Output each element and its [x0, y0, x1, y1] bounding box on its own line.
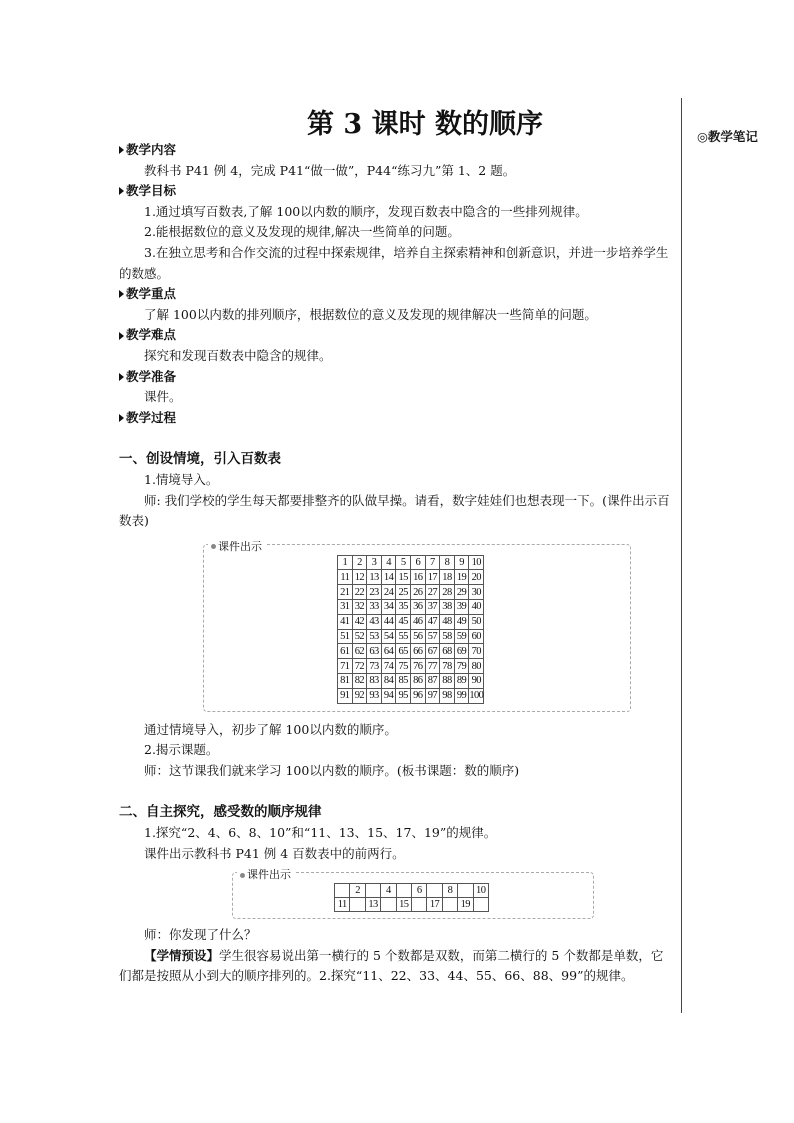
- table-cell: 37: [425, 600, 440, 615]
- preset-text: 学生很容易说出第一横行的 5 个数都是双数，而第二横行的 5 个数都是单数，它们都是按照从小到大的顺序排列的。2.探究“11、22、33、44、55、66、88、99”的规律。: [119, 947, 664, 984]
- table-cell: 99: [454, 688, 469, 703]
- table-cell: 96: [410, 688, 425, 703]
- table-cell: 8: [440, 555, 455, 570]
- goal-item: 3.在独立思考和合作交流的过程中探索规律，培养自主探索精神和创新意识，并进一步培养学生的数感。: [119, 244, 669, 281]
- table-cell: 85: [396, 674, 411, 689]
- table-cell: 28: [440, 585, 455, 600]
- preset-label: 【学情预设】: [144, 947, 220, 963]
- table-cell: 26: [410, 585, 425, 600]
- table-cell: [442, 898, 457, 912]
- courseware-label: 课件出示: [237, 865, 294, 886]
- table-cell: 17: [425, 570, 440, 585]
- table-cell: 19: [458, 898, 473, 912]
- table-cell: 40: [469, 600, 484, 615]
- table-row: [335, 898, 489, 912]
- table-cell: 98: [440, 688, 455, 703]
- table-cell: 53: [367, 629, 382, 644]
- table-cell: 55: [396, 629, 411, 644]
- part1-after: 通过情境导入，初步了解 100以内数的顺序。: [144, 721, 397, 737]
- triangle-bullet-icon: [119, 373, 124, 381]
- table-cell: 30: [469, 585, 484, 600]
- table-cell: 76: [410, 659, 425, 674]
- table-cell: 45: [396, 614, 411, 629]
- margin-divider: [681, 98, 682, 1013]
- table-cell: 12: [352, 570, 367, 585]
- table-cell: 75: [396, 659, 411, 674]
- goal-item: 2.能根据数位的意义及发现的规律,解决一些简单的问题。: [144, 224, 460, 240]
- part2-step1: 1.探究“2、4、6、8、10”和“11、13、15、17、19”的规律。: [144, 825, 497, 841]
- table-cell: 48: [440, 614, 455, 629]
- table-cell: 4: [381, 884, 396, 898]
- table-cell: 56: [410, 629, 425, 644]
- table-cell: 90: [469, 674, 484, 689]
- table-cell: 50: [469, 614, 484, 629]
- table-cell: 68: [440, 644, 455, 659]
- table-cell: 39: [454, 600, 469, 615]
- dot-icon: [211, 544, 216, 549]
- table-cell: [458, 884, 473, 898]
- table-cell: 79: [454, 659, 469, 674]
- part1-step2: 2.揭示课题。: [144, 742, 219, 758]
- courseware-label: 课件出示: [208, 537, 265, 558]
- table-cell: 59: [454, 629, 469, 644]
- table-cell: 2: [350, 884, 365, 898]
- table-cell: 66: [410, 644, 425, 659]
- table-cell: 6: [410, 555, 425, 570]
- part2-heading: 二、自主探究，感受数的顺序规律: [119, 804, 322, 821]
- table-cell: 10: [469, 555, 484, 570]
- table-cell: 80: [469, 659, 484, 674]
- page-title: 第 3 课时 数的顺序: [307, 109, 543, 140]
- part2-line2: 课件出示教科书 P41 例 4 百数表中的前两行。: [144, 845, 405, 861]
- courseware-box-hundred-chart: [203, 539, 631, 712]
- goal-item: 1.通过填写百数表,了解 100以内数的顺序，发现百数表中隐含的一些排列规律。: [144, 203, 588, 219]
- table-cell: 81: [338, 674, 353, 689]
- table-cell: [335, 884, 350, 898]
- table-cell: 43: [367, 614, 382, 629]
- table-cell: 11: [335, 898, 350, 912]
- part2-teacher-line: 师：你发现了什么？: [144, 927, 257, 943]
- table-cell: 62: [352, 644, 367, 659]
- table-cell: 54: [381, 629, 396, 644]
- table-row: [338, 674, 484, 689]
- table-cell: 91: [338, 688, 353, 703]
- table-row: [338, 688, 484, 703]
- table-cell: [411, 898, 426, 912]
- table-row: [338, 644, 484, 659]
- table-cell: 44: [381, 614, 396, 629]
- triangle-bullet-icon: [119, 187, 124, 195]
- table-cell: 8: [442, 884, 457, 898]
- table-cell: 86: [410, 674, 425, 689]
- part1-step1: 1.情境导入。: [144, 471, 219, 487]
- table-cell: 2: [352, 555, 367, 570]
- table-cell: 22: [352, 585, 367, 600]
- table-cell: 49: [454, 614, 469, 629]
- table-cell: 21: [338, 585, 353, 600]
- two-row-chart-table: [334, 883, 489, 912]
- lesson-body: [119, 140, 675, 987]
- table-cell: 18: [440, 570, 455, 585]
- table-cell: [350, 898, 365, 912]
- courseware-box-two-rows: [232, 868, 594, 919]
- table-cell: 17: [427, 898, 442, 912]
- table-cell: [473, 898, 488, 912]
- table-cell: 13: [367, 570, 382, 585]
- table-cell: 13: [365, 898, 380, 912]
- table-cell: 16: [410, 570, 425, 585]
- table-cell: 29: [454, 585, 469, 600]
- table-row: [338, 614, 484, 629]
- table-cell: 82: [352, 674, 367, 689]
- table-row: [338, 555, 484, 570]
- table-cell: 89: [454, 674, 469, 689]
- table-cell: 78: [440, 659, 455, 674]
- key-text: 了解 100以内数的排列顺序，根据数位的意义及发现的规律解决一些简单的问题。: [144, 306, 597, 322]
- table-cell: 3: [367, 555, 382, 570]
- section-heading-key: 教学重点: [119, 284, 675, 305]
- part1-heading: 一、创设情境，引入百数表: [119, 451, 281, 468]
- table-cell: [381, 898, 396, 912]
- table-cell: 5: [396, 555, 411, 570]
- table-cell: 14: [381, 570, 396, 585]
- table-cell: 71: [338, 659, 353, 674]
- table-cell: 94: [381, 688, 396, 703]
- table-cell: 74: [381, 659, 396, 674]
- table-cell: 7: [425, 555, 440, 570]
- section-heading-content: 教学内容: [119, 140, 675, 161]
- table-cell: 51: [338, 629, 353, 644]
- table-row: [338, 585, 484, 600]
- table-cell: 38: [440, 600, 455, 615]
- table-cell: 65: [396, 644, 411, 659]
- hundred-chart-table: [337, 555, 484, 704]
- table-cell: 57: [425, 629, 440, 644]
- table-cell: 64: [381, 644, 396, 659]
- table-cell: 23: [367, 585, 382, 600]
- table-cell: 52: [352, 629, 367, 644]
- table-cell: 25: [396, 585, 411, 600]
- table-cell: 67: [425, 644, 440, 659]
- table-cell: 73: [367, 659, 382, 674]
- table-row: [338, 629, 484, 644]
- table-cell: 6: [411, 884, 426, 898]
- learning-preset: [119, 946, 675, 987]
- teaching-notes-label: ◎教学笔记: [697, 129, 758, 144]
- triangle-bullet-icon: [119, 414, 124, 422]
- section-heading-difficulty: 教学难点: [119, 325, 675, 346]
- table-cell: 84: [381, 674, 396, 689]
- table-cell: 69: [454, 644, 469, 659]
- table-cell: 32: [352, 600, 367, 615]
- prep-text: 课件。: [144, 389, 182, 405]
- section-heading-process: 教学过程: [119, 408, 675, 429]
- table-cell: [365, 884, 380, 898]
- triangle-bullet-icon: [119, 146, 124, 154]
- table-cell: 88: [440, 674, 455, 689]
- table-cell: 34: [381, 600, 396, 615]
- table-cell: 46: [410, 614, 425, 629]
- table-cell: 27: [425, 585, 440, 600]
- difficulty-text: 探究和发现百数表中隐含的规律。: [144, 347, 332, 363]
- table-cell: 95: [396, 688, 411, 703]
- table-cell: 10: [473, 884, 488, 898]
- table-cell: 83: [367, 674, 382, 689]
- triangle-bullet-icon: [119, 290, 124, 298]
- table-row: [338, 659, 484, 674]
- table-row: [338, 600, 484, 615]
- table-cell: 1: [338, 555, 353, 570]
- table-cell: 61: [338, 644, 353, 659]
- table-cell: 15: [396, 898, 411, 912]
- table-cell: 97: [425, 688, 440, 703]
- part1-teacher-line: 师: 我们学校的学生每天都要排整齐的队做早操。请看，数字娃娃们也想表现一下。(课件出示百数表): [119, 492, 670, 529]
- section-heading-goals: 教学目标: [119, 181, 675, 202]
- table-row: [338, 570, 484, 585]
- part1-teacher-line-2: 师：这节课我们就来学习 100以内数的顺序。(板书课题：数的顺序): [144, 762, 520, 778]
- table-cell: 41: [338, 614, 353, 629]
- table-cell: 33: [367, 600, 382, 615]
- table-cell: 58: [440, 629, 455, 644]
- table-cell: 9: [454, 555, 469, 570]
- table-cell: 42: [352, 614, 367, 629]
- table-cell: [396, 884, 411, 898]
- table-cell: 93: [367, 688, 382, 703]
- dot-icon: [240, 873, 245, 878]
- section-heading-prep: 教学准备: [119, 367, 675, 388]
- table-cell: 47: [425, 614, 440, 629]
- table-cell: 87: [425, 674, 440, 689]
- table-cell: 72: [352, 659, 367, 674]
- table-cell: 31: [338, 600, 353, 615]
- table-cell: 63: [367, 644, 382, 659]
- table-cell: 70: [469, 644, 484, 659]
- table-row: [335, 884, 489, 898]
- table-cell: 77: [425, 659, 440, 674]
- table-cell: 60: [469, 629, 484, 644]
- table-cell: 19: [454, 570, 469, 585]
- table-cell: 15: [396, 570, 411, 585]
- table-cell: [427, 884, 442, 898]
- table-cell: 20: [469, 570, 484, 585]
- table-cell: 35: [396, 600, 411, 615]
- table-cell: 4: [381, 555, 396, 570]
- content-text: 教科书 P41 例 4，完成 P41“做一做”，P44“练习九”第 1、2 题。: [144, 162, 516, 178]
- table-cell: 24: [381, 585, 396, 600]
- table-cell: 92: [352, 688, 367, 703]
- table-cell: 36: [410, 600, 425, 615]
- table-cell: 100: [469, 690, 484, 702]
- triangle-bullet-icon: [119, 332, 124, 340]
- table-cell: 11: [338, 570, 353, 585]
